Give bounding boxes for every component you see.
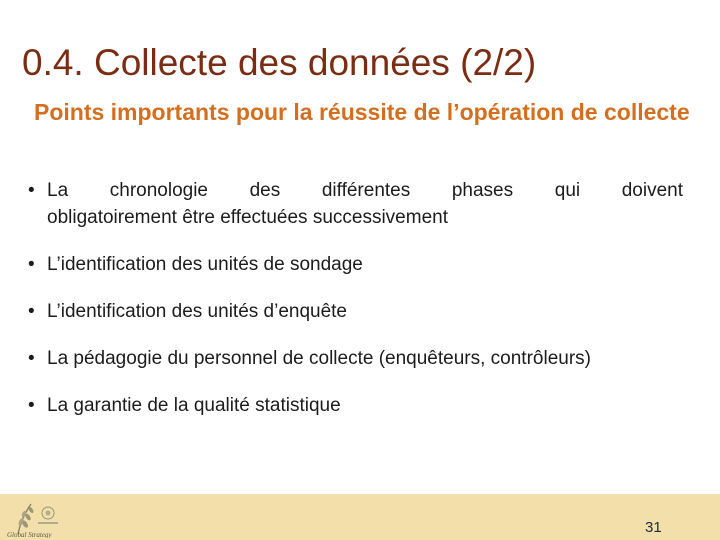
slide-title: 0.4. Collecte des données (2/2) <box>22 42 537 83</box>
bullet-list <box>28 177 683 439</box>
bullet-text-line-1: La chronologie des différentes phases qui doivent <box>47 180 683 201</box>
bullet-text-line-2: obligatoirement être effectuées successivement <box>47 207 448 228</box>
bullet-item <box>28 177 683 231</box>
bullet-item <box>28 298 683 325</box>
bullet-icon: • <box>28 180 35 201</box>
bullet-item <box>28 251 683 278</box>
bullet-item <box>28 392 683 419</box>
footer-band <box>0 494 720 540</box>
bullet-icon: • <box>28 301 35 322</box>
page-number: 31 <box>645 519 662 536</box>
bullet-text: La garantie de la qualité statistique <box>47 395 341 416</box>
bullet-icon: • <box>28 395 35 416</box>
bullet-icon: • <box>28 254 35 275</box>
bullet-text: La pédagogie du personnel de collecte (enquêteurs, contrôleurs) <box>47 348 591 369</box>
bullet-text <box>47 177 683 231</box>
slide-subtitle: Points importants pour la réussite de l’opération de collecte <box>34 99 690 125</box>
bullet-text: L’identification des unités de sondage <box>47 254 363 275</box>
bullet-item <box>28 345 683 372</box>
global-strategy-logo-icon <box>4 498 66 538</box>
bullet-icon: • <box>28 348 35 369</box>
bullet-text: L’identification des unités d’enquête <box>47 301 348 322</box>
svg-text:Global Strategy: Global Strategy <box>7 531 52 538</box>
